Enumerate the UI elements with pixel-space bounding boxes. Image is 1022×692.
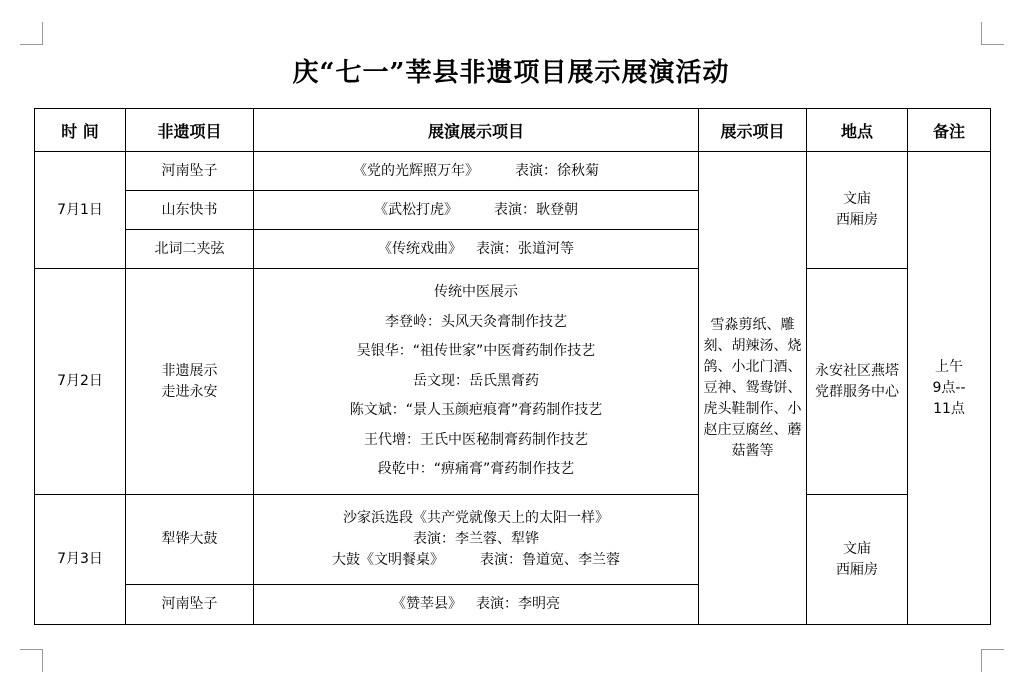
header-row xyxy=(35,109,991,152)
show-title: 《武松打虎》 xyxy=(374,201,458,218)
performance-line: 传统中医展示 xyxy=(434,284,518,301)
performance-cell xyxy=(254,152,699,191)
show-title: 《赞莘县》 xyxy=(392,596,462,612)
performer: 表演：李明亮 xyxy=(476,596,560,612)
performance-line: 陈文斌：“景人玉颜疤痕膏”膏药制作技艺 xyxy=(349,402,603,419)
performer: 表演：鲁道宽、李兰蓉 xyxy=(480,552,620,568)
header-location: 地点 xyxy=(807,109,908,152)
performance-line: 王代增：王氏中医秘制膏药制作技艺 xyxy=(364,431,588,448)
corner-mark-top-right xyxy=(981,22,1004,45)
location-cell: 永安社区燕塔党群服务中心 xyxy=(807,269,908,495)
page-title: 庆“七一”莘县非遗项目展示展演活动 xyxy=(292,58,730,88)
corner-mark-top-left xyxy=(20,22,43,45)
table-row xyxy=(35,495,991,585)
performance-cell xyxy=(254,191,699,230)
location-cell: 文庙 西厢房 xyxy=(807,495,908,625)
location-cell: 文庙 西厢房 xyxy=(807,152,908,269)
performer: 表演：张道河等 xyxy=(476,240,574,257)
performance-line: 段乾中：“痹痛膏”膏药制作技艺 xyxy=(377,461,575,478)
performance-line: 岳文现：岳氏黑膏药 xyxy=(413,372,539,389)
header-remark: 备注 xyxy=(908,109,991,152)
date-cell: 7月2日 xyxy=(35,269,126,495)
performer: 表演：耿登朝 xyxy=(494,201,578,218)
performance-cell xyxy=(254,585,699,625)
heritage-item-cell: 山东快书 xyxy=(126,191,254,230)
heritage-item-cell: 犁铧大鼓 xyxy=(126,495,254,585)
table-row xyxy=(35,269,991,495)
corner-mark-bottom-left xyxy=(20,649,43,672)
corner-mark-bottom-right xyxy=(981,649,1004,672)
heritage-item-cell: 北词二夹弦 xyxy=(126,230,254,269)
show-title: 《传统戏曲》 xyxy=(378,240,462,257)
header-performance: 展演展示项目 xyxy=(254,109,699,152)
header-display-items: 展示项目 xyxy=(699,109,807,152)
performance-line: 沙家浜选段《共产党就像天上的太阳一样》 xyxy=(343,510,609,526)
show-title: 大鼓《文明餐桌》 xyxy=(332,552,444,568)
performance-cell xyxy=(254,269,699,495)
performance-line: 表演：李兰蓉、犁铧 xyxy=(413,531,539,547)
show-title: 《党的光辉照万年》 xyxy=(353,162,479,179)
heritage-item-cell: 河南坠子 xyxy=(126,152,254,191)
remark-cell: 上午 9点-- 11点 xyxy=(908,152,991,625)
performance-cell xyxy=(254,230,699,269)
heritage-item-cell: 非遗展示 走进永安 xyxy=(126,269,254,495)
date-cell: 7月1日 xyxy=(35,152,126,269)
performance-line: 李登岭：头风天灸膏制作技艺 xyxy=(385,313,567,330)
performer: 表演：徐秋菊 xyxy=(515,162,599,179)
schedule-table xyxy=(34,108,991,625)
header-time: 时 间 xyxy=(35,109,126,152)
table-row xyxy=(35,152,991,191)
header-heritage-item: 非遗项目 xyxy=(126,109,254,152)
performance-cell xyxy=(254,495,699,585)
heritage-item-cell: 河南坠子 xyxy=(126,585,254,625)
performance-line: 吴银华：“祖传世家”中医膏药制作技艺 xyxy=(356,343,596,360)
date-cell: 7月3日 xyxy=(35,495,126,625)
performance-line xyxy=(257,550,695,571)
display-items-cell: 雪淼剪纸、雕刻、胡辣汤、烧鸽、小北门酒、豆神、鸳鸯饼、虎头鞋制作、小赵庄豆腐丝、蘑菇酱等 xyxy=(699,152,807,625)
